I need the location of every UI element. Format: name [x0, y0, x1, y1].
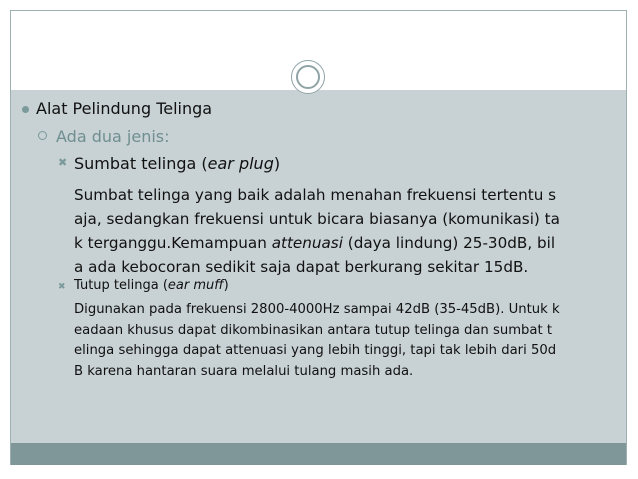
bottom-band — [11, 443, 626, 465]
circle-inner-ring — [296, 65, 320, 89]
item1-line-3b: (daya lindung) 25-30dB, bil — [342, 234, 556, 252]
item2-italic: ear muff — [167, 278, 224, 293]
bullet-x-icon: ✖ — [58, 282, 66, 292]
bullet-level1-text: Alat Pelindung Telinga — [36, 99, 213, 118]
circle-ornament-icon — [291, 60, 325, 94]
item1-paragraph — [74, 183, 619, 279]
item1-line-3 — [74, 231, 619, 255]
item2-line-2: eadaan khusus dapat dikombinasikan antara tutup telinga dan sumbat t — [74, 322, 553, 338]
bullet-level2-text: Ada dua jenis: — [56, 127, 170, 146]
item1-prefix: Sumbat telinga ( — [74, 154, 208, 173]
item2-heading — [74, 278, 229, 293]
item1-heading — [74, 154, 280, 173]
item2-line-4: B karena hantaran suara melalui tulang masih ada. — [74, 363, 414, 379]
item1-line-3a: k terganggu.Kemampuan — [74, 234, 272, 252]
item2-line-3: elinga sehingga dapat attenuasi yang lebih tinggi, tapi tak lebih dari 50d — [74, 343, 557, 358]
item2-prefix: Tutup telinga ( — [74, 278, 168, 293]
bullet-ring-icon — [38, 131, 47, 140]
item2-line-1: Digunakan pada frekuensi 2800-4000Hz sampai 42dB (35-45dB). Untuk k — [74, 302, 560, 317]
item1-line-4: a ada kebocoran sedikit saja dapat berkurang sekitar 15dB. — [74, 258, 529, 276]
bullet-x-icon: ✖ — [58, 156, 68, 169]
item1-suffix: ) — [273, 154, 281, 173]
item1-italic: ear plug — [207, 154, 274, 173]
item1-line-2: aja, sedangkan frekuensi untuk bicara biasanya (komunikasi) ta — [74, 210, 560, 228]
item1-line-1: Sumbat telinga yang baik adalah menahan frekuensi tertentu s — [74, 186, 557, 204]
item1-line-3-italic: attenuasi — [271, 234, 343, 252]
bullet-dot-icon — [22, 106, 29, 113]
item2-suffix: ) — [223, 278, 229, 293]
item2-paragraph — [74, 300, 624, 382]
